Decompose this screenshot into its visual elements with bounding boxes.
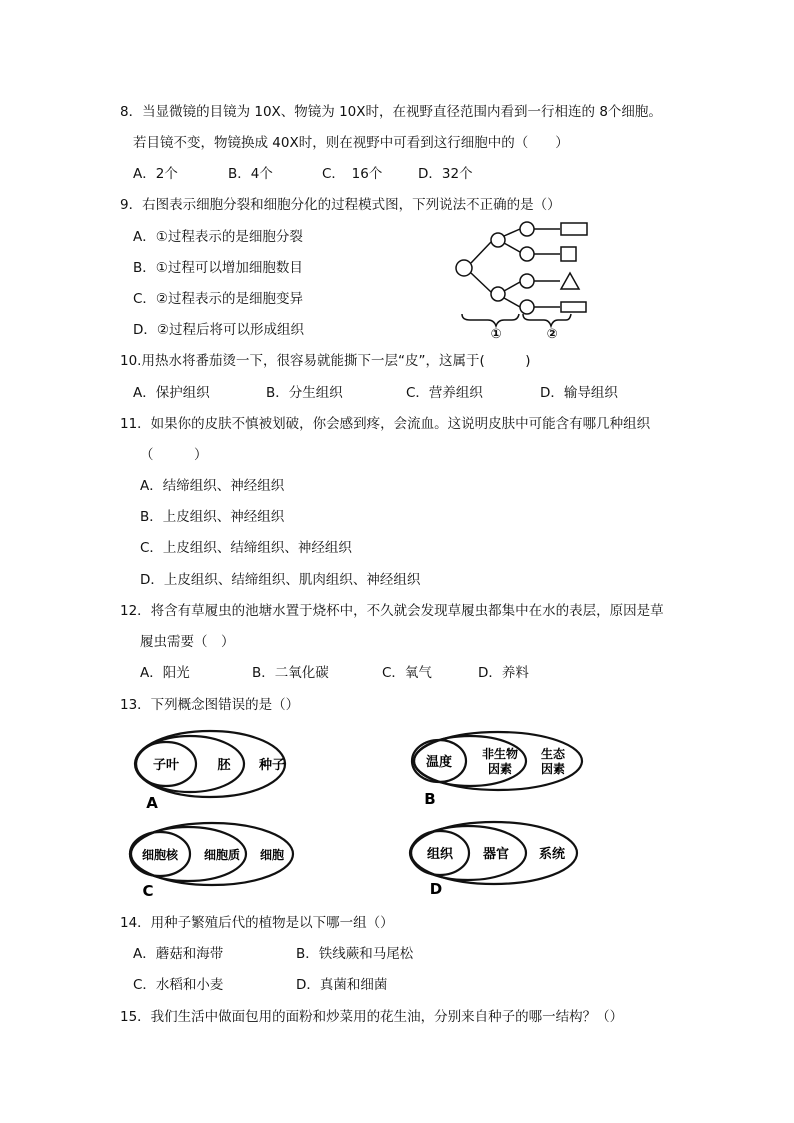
diagram-b-label-3a: 生态: [540, 747, 566, 761]
q8-option-c: C． 16个: [322, 166, 383, 182]
q8-option-d: D．32个: [418, 166, 473, 182]
q8-option-b: B．4个: [228, 166, 273, 182]
diagram-d-letter: D: [429, 880, 443, 898]
q10-option-c: C．营养组织: [406, 385, 483, 401]
q10-option-b: B．分生组织: [266, 385, 343, 401]
diagram-c-label-2: 细胞质: [203, 848, 241, 862]
q12-stem-line2: 履虫需要（ ）: [140, 634, 235, 650]
parent-cell: [456, 260, 472, 276]
q12-option-a: A．阳光: [140, 665, 190, 681]
diagram-a-label-1: 子叶: [152, 758, 180, 773]
q11-stem-line1: 11．如果你的皮肤不慎被划破，你会感到疼，会流血。这说明皮肤中可能含有哪几种组织: [120, 416, 651, 432]
concept-diagram-a: [128, 728, 308, 812]
diagram-a-label-2: 胚: [217, 758, 231, 773]
q8-option-a: A．2个: [133, 166, 178, 182]
q14-option-a: A．蘑菇和海带: [133, 946, 224, 962]
q11-stem-line2: （ ）: [140, 447, 208, 463]
diagram-b-label-2b: 因素: [487, 762, 513, 776]
q14-option-b: B．铁线蕨和马尾松: [296, 946, 414, 962]
diagram-a-letter: A: [146, 794, 158, 812]
q12-option-d: D．养料: [478, 665, 529, 681]
q14-option-d: D．真菌和细菌: [296, 977, 388, 993]
q12-stem-line1: 12．将含有草履虫的池塘水置于烧杯中，不久就会发现草履虫都集中在水的表层，原因是草: [120, 603, 664, 619]
diagram-b-label-3b: 因素: [540, 762, 566, 776]
diagram-d-label-3: 系统: [538, 847, 566, 862]
cell-division-diagram: [450, 214, 600, 342]
q15-stem: 15．我们生活中做面包用的面粉和炒菜用的花生油，分别来自种子的哪一结构？（）: [120, 1009, 624, 1025]
differentiated-cell-rect: [561, 223, 587, 235]
q12-option-b: B．二氧化碳: [252, 665, 329, 681]
q11-option-b: B．上皮组织、神经组织: [140, 509, 285, 525]
q10-option-d: D．输导组织: [540, 385, 618, 401]
q9-option-c: C．②过程表示的是细胞变异: [133, 291, 304, 307]
q9-option-d: D．②过程后将可以形成组织: [133, 322, 304, 338]
q11-option-a: A．结缔组织、神经组织: [140, 478, 285, 494]
daughter-cell-bottom: [491, 287, 505, 301]
q9-stem: 9．右图表示细胞分裂和细胞分化的过程模式图，下列说法不正确的是（）: [120, 197, 561, 213]
q10-option-a: A．保护组织: [133, 385, 210, 401]
q14-option-c: C．水稻和小麦: [133, 977, 224, 993]
daughter-cell-top: [491, 233, 505, 247]
q8-stem-line1: 8．当显微镜的目镜为 10X、物镜为 10X时，在视野直径范围内看到一行相连的 8个细胞。: [120, 104, 662, 120]
q14-stem: 14．用种子繁殖后代的植物是以下哪一组（）: [120, 915, 394, 931]
q11-option-c: C．上皮组织、结缔组织、神经组织: [140, 540, 352, 556]
diagram-c-letter: C: [142, 882, 154, 900]
q9-option-b: B．①过程可以增加细胞数目: [133, 260, 303, 276]
q13-stem: 13．下列概念图错误的是（）: [120, 697, 300, 713]
diagram-c-label-3: 细胞: [259, 848, 285, 862]
diagram-b-letter: B: [424, 790, 436, 808]
diagram-b-label-2a: 非生物: [481, 747, 519, 761]
diagram-d-label-1: 组织: [426, 847, 454, 862]
label-process-1: ①: [490, 327, 502, 342]
diagram-a-label-3: 种子: [258, 758, 286, 773]
q9-option-a: A．①过程表示的是细胞分裂: [133, 229, 303, 245]
q11-option-d: D．上皮组织、结缔组织、肌肉组织、神经组织: [140, 572, 421, 588]
q10-stem: 10.用热水将番茄烫一下，很容易就能撕下一层“皮”，这属于( ): [120, 353, 531, 369]
diagram-c-label-1: 细胞核: [141, 848, 179, 862]
differentiated-cell-long-rect: [561, 302, 586, 312]
diagram-d-label-2: 器官: [482, 847, 510, 862]
concept-diagram-d: [404, 818, 590, 902]
q12-option-c: C．氧气: [382, 665, 432, 681]
label-process-2: ②: [546, 327, 558, 342]
concept-diagram-c: [124, 818, 304, 902]
diagram-b-label-1: 温度: [425, 755, 453, 770]
differentiated-cell-triangle: [561, 273, 579, 289]
q8-stem-line2: 若目镜不变，物镜换成 40X时，则在视野中可看到这行细胞中的（ ）: [133, 135, 569, 151]
concept-diagram-b: [402, 728, 590, 812]
differentiated-cell-square: [561, 247, 576, 261]
